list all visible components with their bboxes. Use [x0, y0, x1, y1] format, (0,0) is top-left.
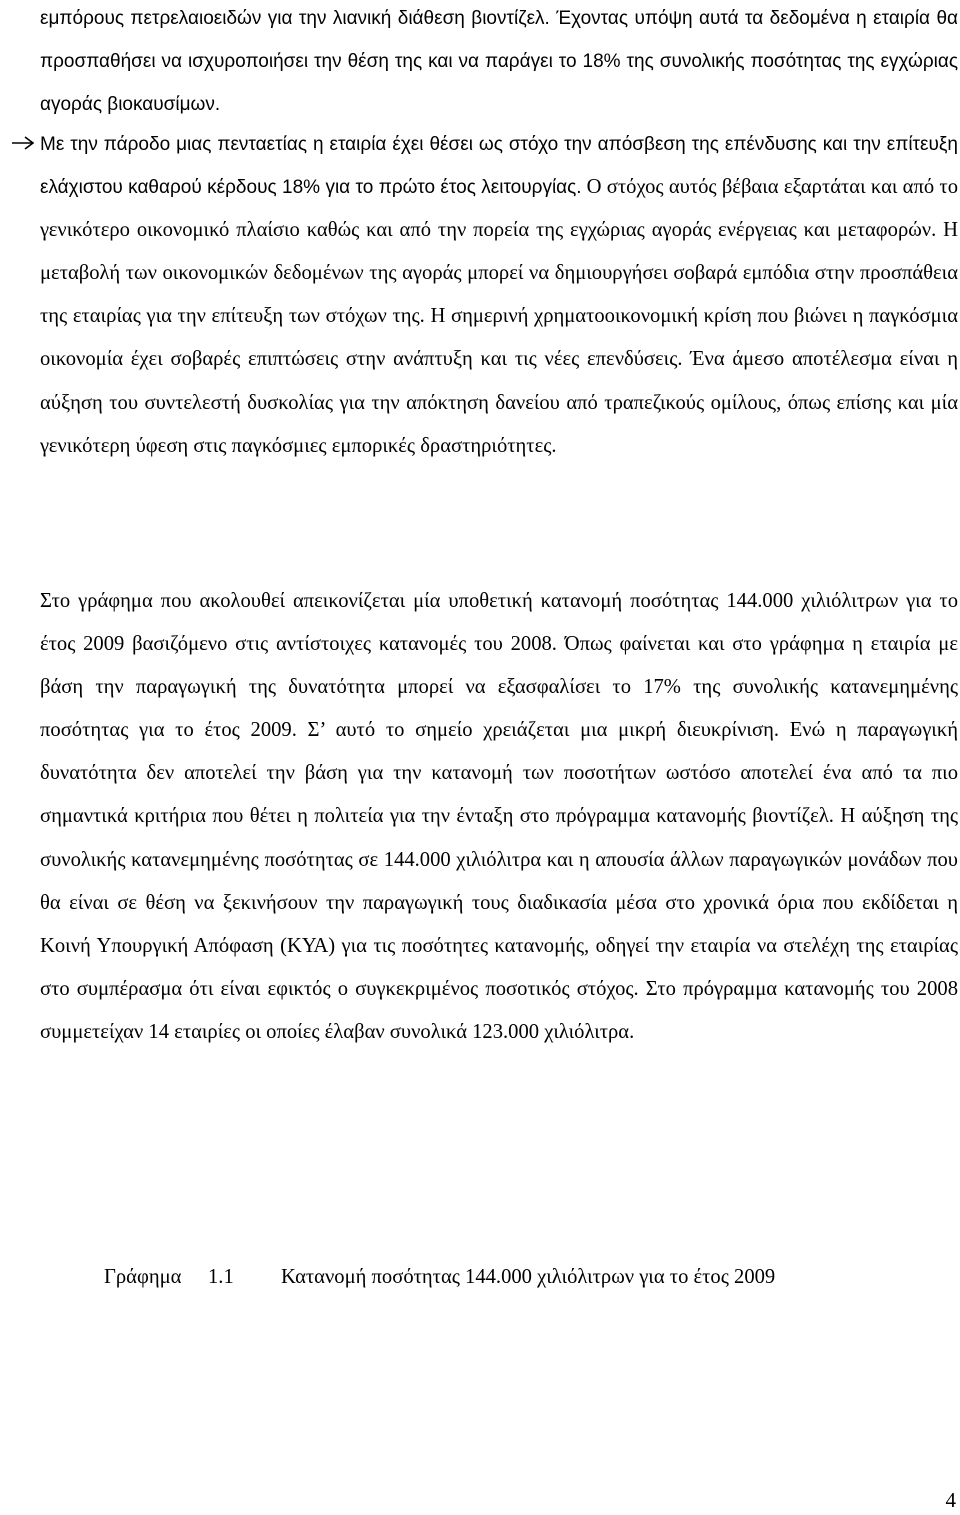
caption-title: Κατανομή ποσότητας 144.000 χιλιόλιτρων για το έτος 2009	[281, 1266, 776, 1288]
right-arrow-icon	[10, 135, 36, 151]
caption-number: 1.1	[208, 1266, 234, 1288]
bullet-paragraph	[40, 123, 958, 468]
paragraph-intro: εμπόρους πετρελαιοειδών για την λιανική διάθεση βιοντίζελ. Έχοντας υπόψη αυτά τα δεδομένα η εταιρία θα προσπαθήσει να ισχυροποιήσει την θέση της και να παράγει το 18% της συνολικής ποσότητας της εγχώριας αγοράς βιοκαυσίμων.	[40, 8, 958, 116]
bullet-text-sans: Με την πάροδο μιας πενταετίας η εταιρία έχει θέσει ως στόχο την απόσβεση της επένδυσης και την επίτευξη ελάχιστου καθαρού κέρδους 18% για το πρώτο έτος λειτουργίας.	[40, 134, 958, 199]
bullet-text-serif: Ο στόχος αυτός βέβαια εξαρτάται και από το γενικότερο οικονομικό πλαίσιο καθώς και από την πορεία της εγχώριας αγοράς ενέργειας και μεταφορών. Η μεταβολή των οικονομικών δεδομένων της αγοράς μπορεί να δημιουργήσει σοβαρά εμπόδια στην προσπάθεια της εταιρίας για την επίτευξη των στόχων της. Η σημερινή χρηματοοικονομική κρίση που βιώνει η παγκόσμια οικονομία έχει σοβαρές επιπτώσεις στην ανάπτυξη και τις νέες επενδύσεις. Ένα άμεσο αποτέλεσμα είναι η αύξηση του συντελεστή δυσκολίας για την απόκτηση δανείου από τραπεζικούς ομίλους, όπως επίσης και μία γενικότερη ύφεση στις παγκόσμιες εμπορικές δραστηριότητες.	[40, 176, 959, 457]
caption-label: Γράφημα	[104, 1266, 182, 1288]
bullet-marker	[10, 126, 40, 166]
paragraph-distribution: Στο γράφημα που ακολουθεί απεικονίζεται μία υποθετική κατανομή ποσότητας 144.000 χιλιόλιτρων για το έτος 2009 βασιζόμενο στις αντίστοιχες κατανομές του 2008. Όπως φαίνεται και στο γράφημα η εταιρία με βάση την παραγωγική της δυνατότητα μπορεί να εξασφαλίσει το 17% της συνολικής κατανεμημένης ποσότητας για το έτος 2009. Σ’ αυτό το σημείο χρειάζεται μια μικρή διευκρίνιση. Ενώ η παραγωγική δυνατότητα δεν αποτελεί την βάση για την κατανομή των ποσοτήτων ωστόσο αποτελεί ένα από τα πιο σημαντικά κριτήρια που θέτει η πολιτεία για την ένταξη στο πρόγραμμα κατανομής βιοντίζελ. Η αύξηση της συνολικής κατανεμημένης ποσότητας σε 144.000 χιλιόλιτρα και η απουσία άλλων παραγωγικών μονάδων που θα είναι σε θέση να ξεκινήσουν την παραγωγική τους διαδικασία μέσα στο χρονικά όρια που εκδίδεται η Κοινή Υπουργική Απόφαση (ΚΥΑ) για τις ποσότητες κατανομής, οδηγεί την εταιρία να στελέχη της εταιρίας στο συμπέρασμα ότι είναι εφικτός ο συγκεκριμένος ποσοτικός στόχος. Στο πρόγραμμα κατανομής του 2008 συμμετείχαν 14 εταιρίες οι οποίες έλαβαν συνολικά 123.000 χιλιόλιτρα.	[40, 590, 958, 1043]
page-number: 4	[945, 1488, 956, 1512]
